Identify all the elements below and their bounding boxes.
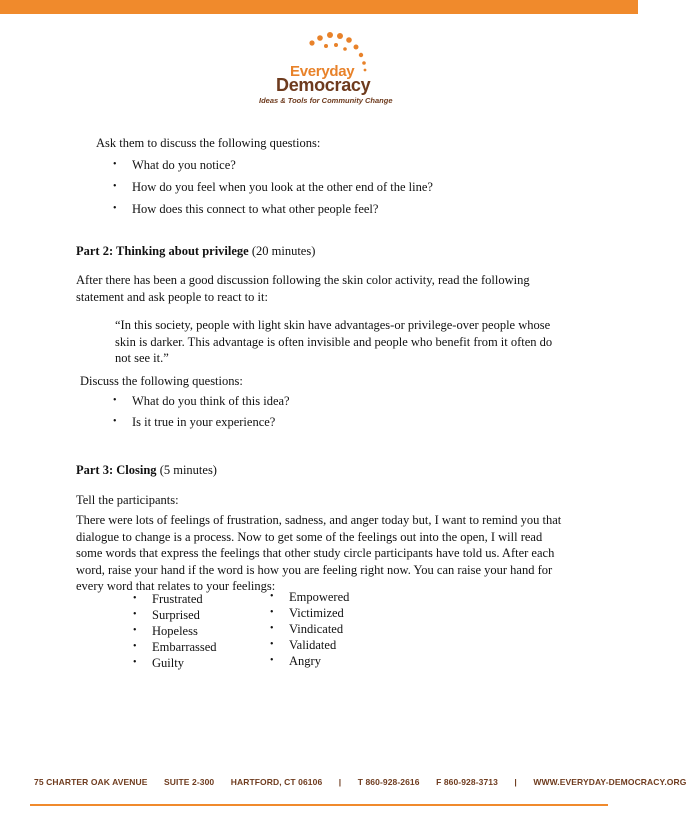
part3-paragraph: There were lots of feelings of frustration, sadness, and anger today but, I want to remind you that dialogue to change is a process. Now to get some of the feelings out into the open, I will read some words that express the feelings that other study circle participants have told us. After each word, raise your hand if the word is how you are feeling right now. You can raise your hand for every word that relates to your feelings: [76, 513, 562, 593]
bullet-icon: • [113, 203, 117, 214]
part2-paragraph: After there has been a good discussion following the skin color activity, read the following statement and ask people to react to it: [76, 273, 530, 304]
bullet-icon: • [113, 395, 117, 406]
footer-city: HARTFORD, CT 06106 [230, 777, 323, 787]
footer-separator: | [514, 777, 517, 787]
bullet-icon: • [133, 657, 137, 668]
bullet-icon: • [113, 159, 117, 170]
footer-phone: T 860-928-2616 [357, 777, 420, 787]
bullet-icon: • [270, 655, 274, 666]
part2-heading: Part 2: Thinking about privilege [76, 244, 249, 258]
bullet-icon: • [113, 416, 117, 427]
part3-tell: Tell the participants: [76, 493, 179, 507]
bullet-icon: • [133, 593, 137, 604]
footer-divider [30, 804, 608, 806]
part3-heading-row [76, 462, 217, 478]
footer-separator: | [338, 777, 342, 787]
part2-heading-row [76, 243, 315, 259]
everyday-democracy-logo [259, 30, 400, 110]
bullet-icon: • [270, 591, 274, 602]
bullet-icon: • [133, 625, 137, 636]
part2-discuss: Discuss the following questions: [80, 374, 243, 388]
intro-text: Ask them to discuss the following questions: [96, 136, 321, 150]
footer-address: 75 CHARTER OAK AVENUE [34, 777, 148, 787]
footer-website-link[interactable]: WWW.EVERYDAY-DEMOCRACY.ORG [533, 777, 687, 787]
bullet-icon: • [133, 609, 137, 620]
top-accent-bar [0, 0, 638, 14]
logo-tagline: Ideas & Tools for Community Change [259, 96, 393, 105]
part3-heading: Part 3: Closing [76, 463, 157, 477]
footer-fax: F 860-928-3713 [436, 777, 498, 787]
bullet-icon: • [270, 639, 274, 650]
footer-contact [34, 777, 687, 787]
bullet-icon: • [133, 641, 137, 652]
logo-line2: Democracy [276, 75, 371, 95]
part2-duration: (20 minutes) [251, 244, 316, 258]
bullet-icon: • [113, 181, 117, 192]
part2-quote: “In this society, people with light skin have advantages-or privilege-over people whose skin is darker. This advantage is often invisible and people who benefit from it often do not see it.” [115, 318, 553, 365]
bullet-icon: • [270, 607, 274, 618]
bullet-icon: • [270, 623, 274, 634]
footer-suite: SUITE 2-300 [164, 777, 215, 787]
part3-duration: (5 minutes) [159, 463, 217, 477]
logo-line1: Everyday [290, 63, 355, 80]
